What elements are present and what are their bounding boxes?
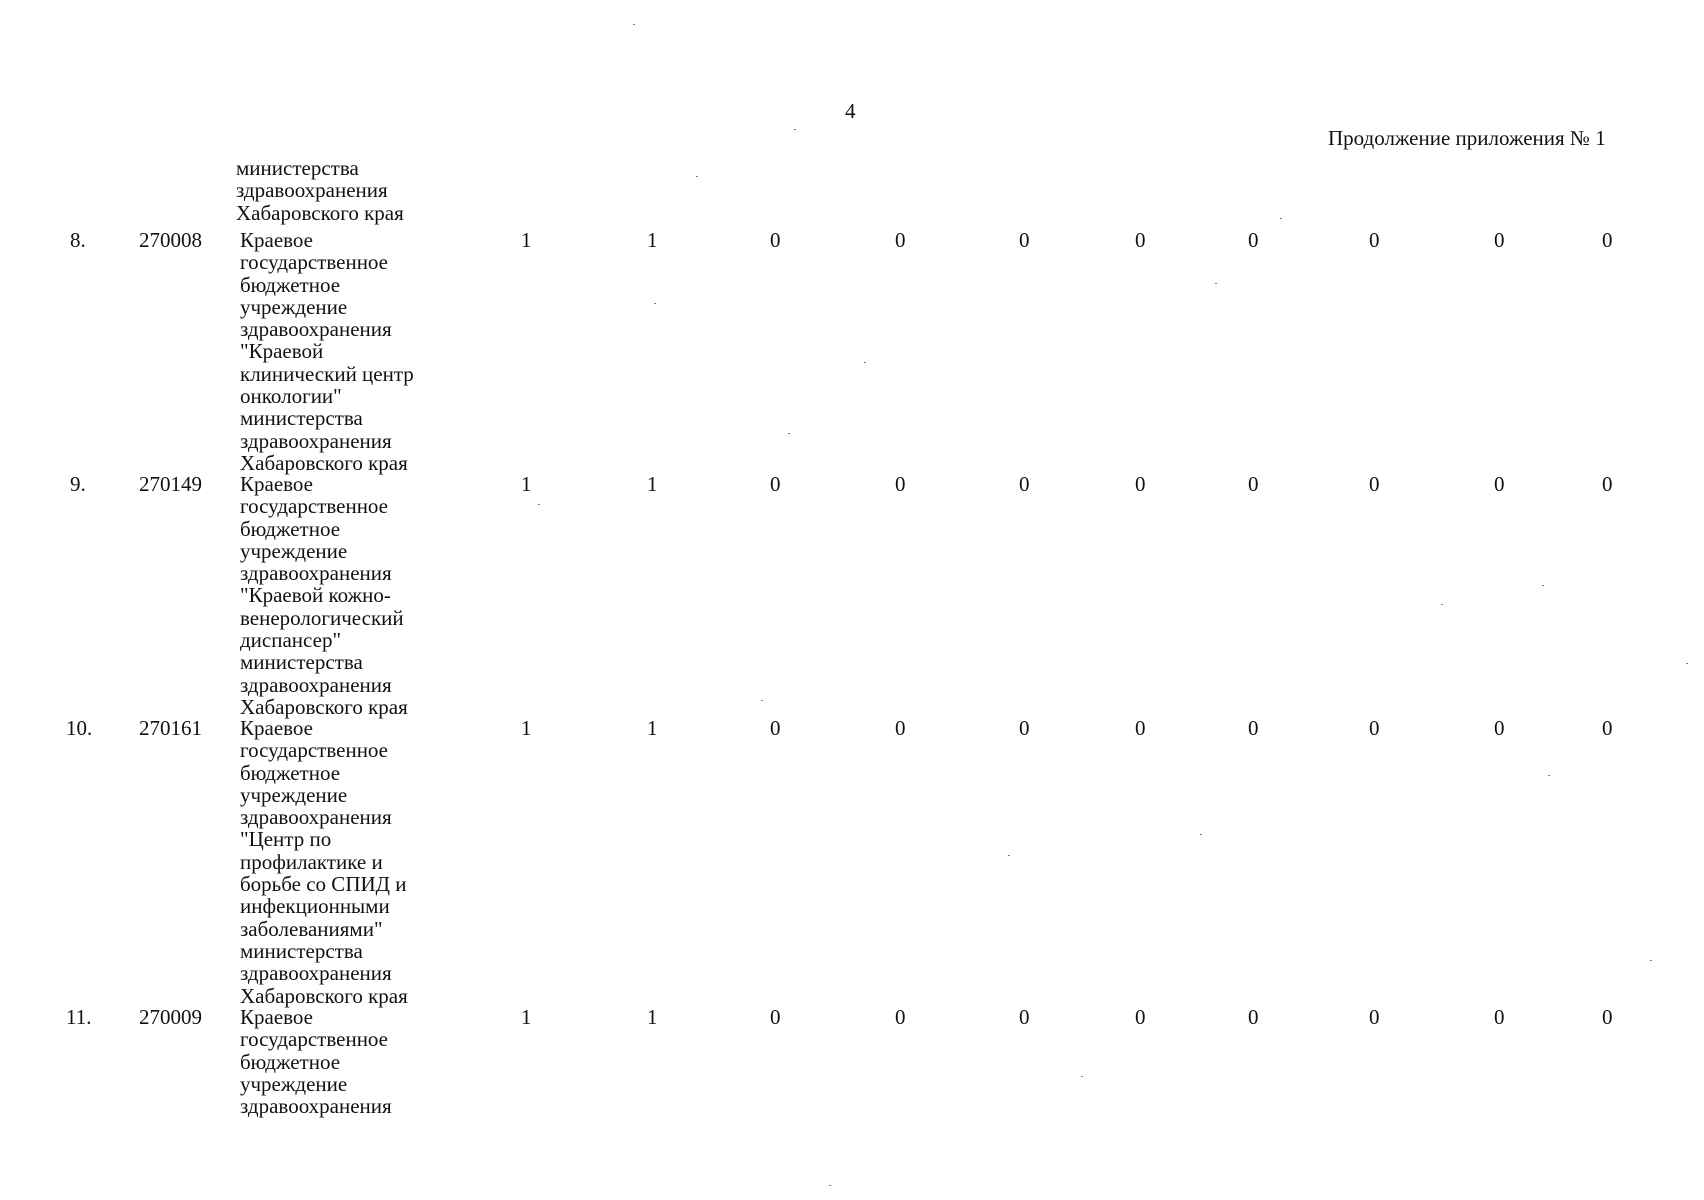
value-cell: 0 (1135, 228, 1146, 252)
row-code: 270161 (139, 716, 202, 740)
row-code: 270149 (139, 472, 202, 496)
value-cell: 0 (1602, 472, 1613, 496)
value-cell: 0 (1019, 716, 1030, 740)
value-cell: 1 (521, 228, 532, 252)
value-cell: 0 (1494, 228, 1505, 252)
row-code: 270008 (139, 228, 202, 252)
scan-speck (696, 176, 698, 177)
value-cell: 0 (1248, 228, 1259, 252)
organization-name: Краевое государственное бюджетное учреждение здравоохранения (240, 1005, 392, 1119)
page-number: 4 (845, 99, 856, 123)
organization-name: Краевое государственное бюджетное учреждение здравоохранения "Центр по профилактике и борьбе со СПИД и инфекционными заболеваниями" министерства здравоохранения Хабаровского края (240, 716, 408, 1008)
value-cell: 0 (1019, 1005, 1030, 1029)
scan-speck (1008, 855, 1010, 856)
scan-speck (1280, 218, 1282, 219)
row-number: 8. (70, 228, 86, 252)
value-cell: 0 (1494, 472, 1505, 496)
value-cell: 0 (1248, 716, 1259, 740)
scan-speck (1215, 283, 1217, 284)
scan-speck (1441, 604, 1443, 605)
value-cell: 0 (1494, 716, 1505, 740)
row-code: 270009 (139, 1005, 202, 1029)
value-cell: 1 (647, 1005, 658, 1029)
value-cell: 0 (895, 716, 906, 740)
value-cell: 0 (770, 228, 781, 252)
value-cell: 0 (895, 472, 906, 496)
value-cell: 1 (521, 472, 532, 496)
scan-speck (788, 433, 790, 434)
value-cell: 0 (1248, 1005, 1259, 1029)
scan-speck (761, 700, 763, 701)
scan-speck (654, 303, 656, 304)
value-cell: 0 (1019, 228, 1030, 252)
scan-speck (1081, 1076, 1083, 1077)
value-cell: 0 (1369, 716, 1380, 740)
scan-speck (1548, 775, 1550, 776)
value-cell: 0 (895, 228, 906, 252)
scan-speck (1200, 834, 1202, 835)
value-cell: 0 (1135, 716, 1146, 740)
organization-name-fragment: министерства здравоохранения Хабаровского края (236, 156, 404, 225)
continuation-label: Продолжение приложения № 1 (1328, 126, 1606, 150)
scan-speck (864, 362, 866, 363)
value-cell: 0 (1494, 1005, 1505, 1029)
row-number: 10. (66, 716, 93, 740)
value-cell: 1 (647, 472, 658, 496)
value-cell: 0 (1369, 472, 1380, 496)
organization-name: Краевое государственное бюджетное учреждение здравоохранения "Краевой клинический центр онкологии" министерства здравоохранения Хабаровского края (240, 228, 414, 475)
value-cell: 1 (521, 1005, 532, 1029)
value-cell: 0 (1602, 228, 1613, 252)
value-cell: 1 (647, 716, 658, 740)
scan-speck (633, 24, 635, 25)
scan-speck (829, 1185, 831, 1186)
scan-speck (1542, 585, 1544, 586)
scan-speck (1686, 663, 1688, 664)
value-cell: 1 (647, 228, 658, 252)
row-number: 11. (66, 1005, 92, 1029)
value-cell: 0 (1369, 228, 1380, 252)
scan-speck (1650, 960, 1652, 961)
value-cell: 0 (1135, 1005, 1146, 1029)
row-number: 9. (70, 472, 86, 496)
value-cell: 0 (1602, 716, 1613, 740)
value-cell: 0 (895, 1005, 906, 1029)
organization-name: Краевое государственное бюджетное учреждение здравоохранения "Краевой кожно- венерологический диспансер" министерства здравоохранения Хабаровского края (240, 472, 408, 719)
scan-speck (794, 129, 796, 130)
value-cell: 0 (1135, 472, 1146, 496)
value-cell: 1 (521, 716, 532, 740)
value-cell: 0 (1602, 1005, 1613, 1029)
value-cell: 0 (1019, 472, 1030, 496)
value-cell: 0 (1369, 1005, 1380, 1029)
value-cell: 0 (1248, 472, 1259, 496)
scan-speck (538, 504, 540, 505)
value-cell: 0 (770, 1005, 781, 1029)
value-cell: 0 (770, 472, 781, 496)
value-cell: 0 (770, 716, 781, 740)
